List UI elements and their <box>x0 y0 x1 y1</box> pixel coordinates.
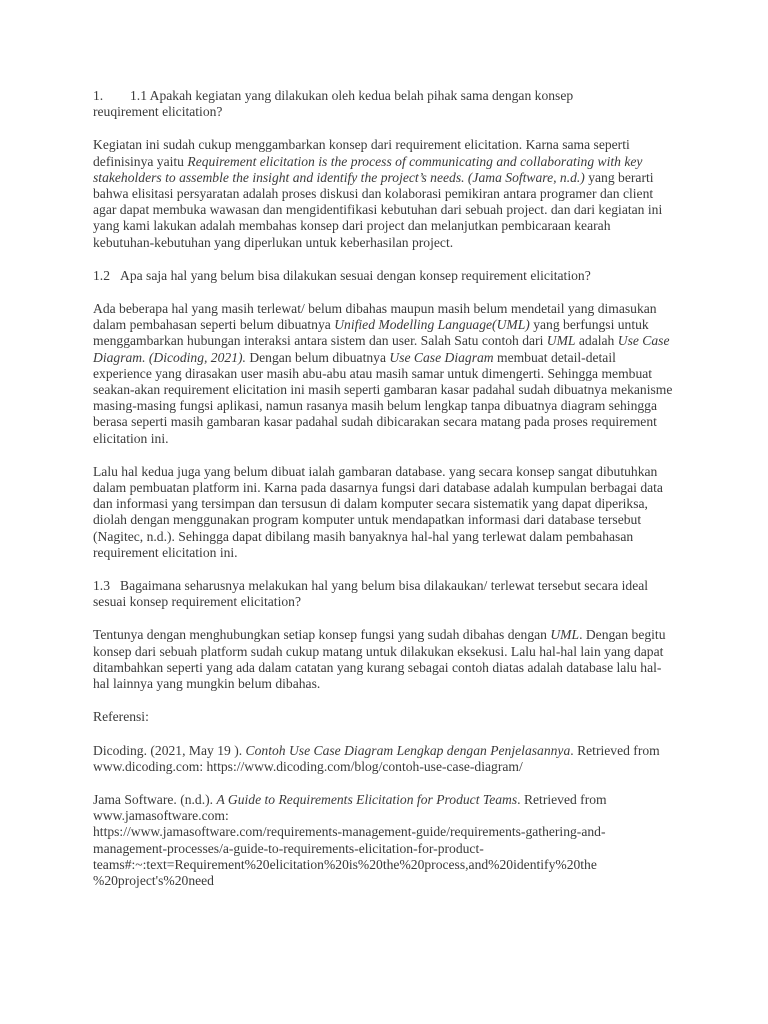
reference-title: A Guide to Requirements Elicitation for Product Teams <box>216 791 518 807</box>
answer-text: membuat detail-detail experience yang dirasakan user masih abu-abu atau masih samar untuk dimengerti. Sehingga membuat seakan-akan requirement elicitation ini masih seperti gambaran kasar padahal sudah dibuatnya mekanisme masing-masing fungsi aplikasi, namun rasanya masih belum lengkap tanpa dibuatnya diagram sehingga berasa seperti masih gambaran kasar padahal sudah dibicarakan secara matang pada proses requirement elicitation ini. <box>93 349 673 446</box>
list-number: 1.2 <box>93 267 110 283</box>
reference-url: teams#:~:text=Requirement%20elicitation%20is%20the%20process,and%20identify%20the <box>93 856 597 872</box>
answer-1-2-paragraph-1 <box>93 301 673 447</box>
question-1-3 <box>93 578 673 610</box>
list-number: 1.3 <box>93 578 110 594</box>
question-1-1 <box>93 88 673 104</box>
answer-text: . Dengan begitu konsep dari sebuah platform sudah cukup matang untuk dilakukan eksekusi. Lalu hal-hal lain yang dapat ditambahkan seperti yang ada dalam catatan yang kurang sebagai contoh diatas adalah database lalu hal-hal lainnya yang mungkin belum dibahas. <box>93 627 666 692</box>
question-text: 1.1 Apakah kegiatan yang dilakukan oleh kedua belah pihak sama dengan konsep <box>130 88 574 103</box>
answer-text: Tentunya dengan menghubungkan setiap konsep fungsi yang sudah dibahas dengan <box>93 627 551 643</box>
reference-jama-software <box>93 792 673 889</box>
answer-text: Kegiatan ini sudah cukup menggambarkan konsep dari requirement elicitation. Karna sama seperti definisinya yaitu <box>93 137 630 169</box>
question-text-continued: reuqirement elicitation? <box>93 104 223 120</box>
citation-quote: Requirement elicitation is the process of communicating and collaborating with key stakeholders to assemble the insight and identify the project’s needs. (Jama Software, n.d.) <box>93 153 643 185</box>
italic-term: Unified Modelling Language(UML) <box>334 317 530 333</box>
answer-text: Dengan belum dibuatnya <box>245 349 390 365</box>
italic-term: UML <box>550 627 580 643</box>
reference-text: Jama Software. (n.d.). <box>93 791 217 807</box>
list-number: 1. <box>93 88 104 103</box>
italic-term: Use Case Diagram. (Dicoding, 2021). <box>93 333 670 365</box>
references-heading: Referensi: <box>93 709 149 725</box>
answer-1-1 <box>93 137 673 250</box>
answer-text: yang berfungsi untuk menggambarkan hubungan interaksi antara sistem dan user. Salah Satu contoh dari <box>93 317 649 349</box>
answer-text: yang berarti bahwa elisitasi persyaratan adalah proses diskusi dan kolaborasi pemikiran antara programer dan client agar dapat membuka wawasan dan mengidentifikasi kebutuhan dari sebuah project. dan dari kegiatan ini yang kami lakukan adalah membahas konsep dari project dan melanjutkan pembicaraan kearah kebutuhan-kebutuhan yang diperlukan untuk keberhasilan project. <box>93 169 663 250</box>
italic-term: UML <box>546 333 576 349</box>
reference-text: . Retrieved from www.jamasoftware.com: <box>93 791 607 824</box>
reference-dicoding <box>93 743 673 775</box>
reference-text: Dicoding. (2021, May 19 ). <box>93 742 246 758</box>
reference-url: management-processes/a-guide-to-requirements-elicitation-for-product- <box>93 840 484 856</box>
reference-url: https://www.jamasoftware.com/requirements-management-guide/requirements-gathering-and- <box>93 824 606 840</box>
italic-term: Use Case Diagram <box>389 349 494 365</box>
question-text: Apa saja hal yang belum bisa dilakukan sesuai dengan konsep requirement elicitation? <box>120 267 591 283</box>
answer-1-2-paragraph-2: Lalu hal kedua juga yang belum dibuat ialah gambaran database. yang secara konsep sangat dibutuhkan dalam pembuatan platform ini. Karna pada dasarnya fungsi dari database adalah kumpulan berbagai data dan informasi yang tersimpan dan tersusun di dalam komputer secara sistematik yang dapat diperiksa, diolah dengan menggunakan program komputer untuk mendapatkan informasi dari database tersebut (Nagitec, n.d.). Sehingga dapat dibilang masih banyaknya hal-hal yang terlewat dalam pembahasan requirement elicitation ini. <box>93 463 663 560</box>
answer-text: adalah <box>575 333 618 349</box>
answer-1-3 <box>93 627 673 692</box>
reference-title: Contoh Use Case Diagram Lengkap dengan Penjelasannya <box>245 742 571 758</box>
document-body <box>93 88 673 889</box>
question-1-2 <box>93 268 673 284</box>
reference-url: %20project's%20need <box>93 872 214 888</box>
answer-text: Ada beberapa hal yang masih terlewat/ belum dibahas maupun masih belum mendetail yang dimasukan dalam pembahasan seperti belum dibuatnya <box>93 301 657 333</box>
question-text: Bagaimana seharusnya melakukan hal yang belum bisa dilakaukan/ terlewat tersebut secara ideal sesuai konsep requirement elicitation? <box>93 578 649 610</box>
reference-text: . Retrieved from www.dicoding.com: https://www.dicoding.com/blog/contoh-use-case-diagram/ <box>93 742 660 774</box>
